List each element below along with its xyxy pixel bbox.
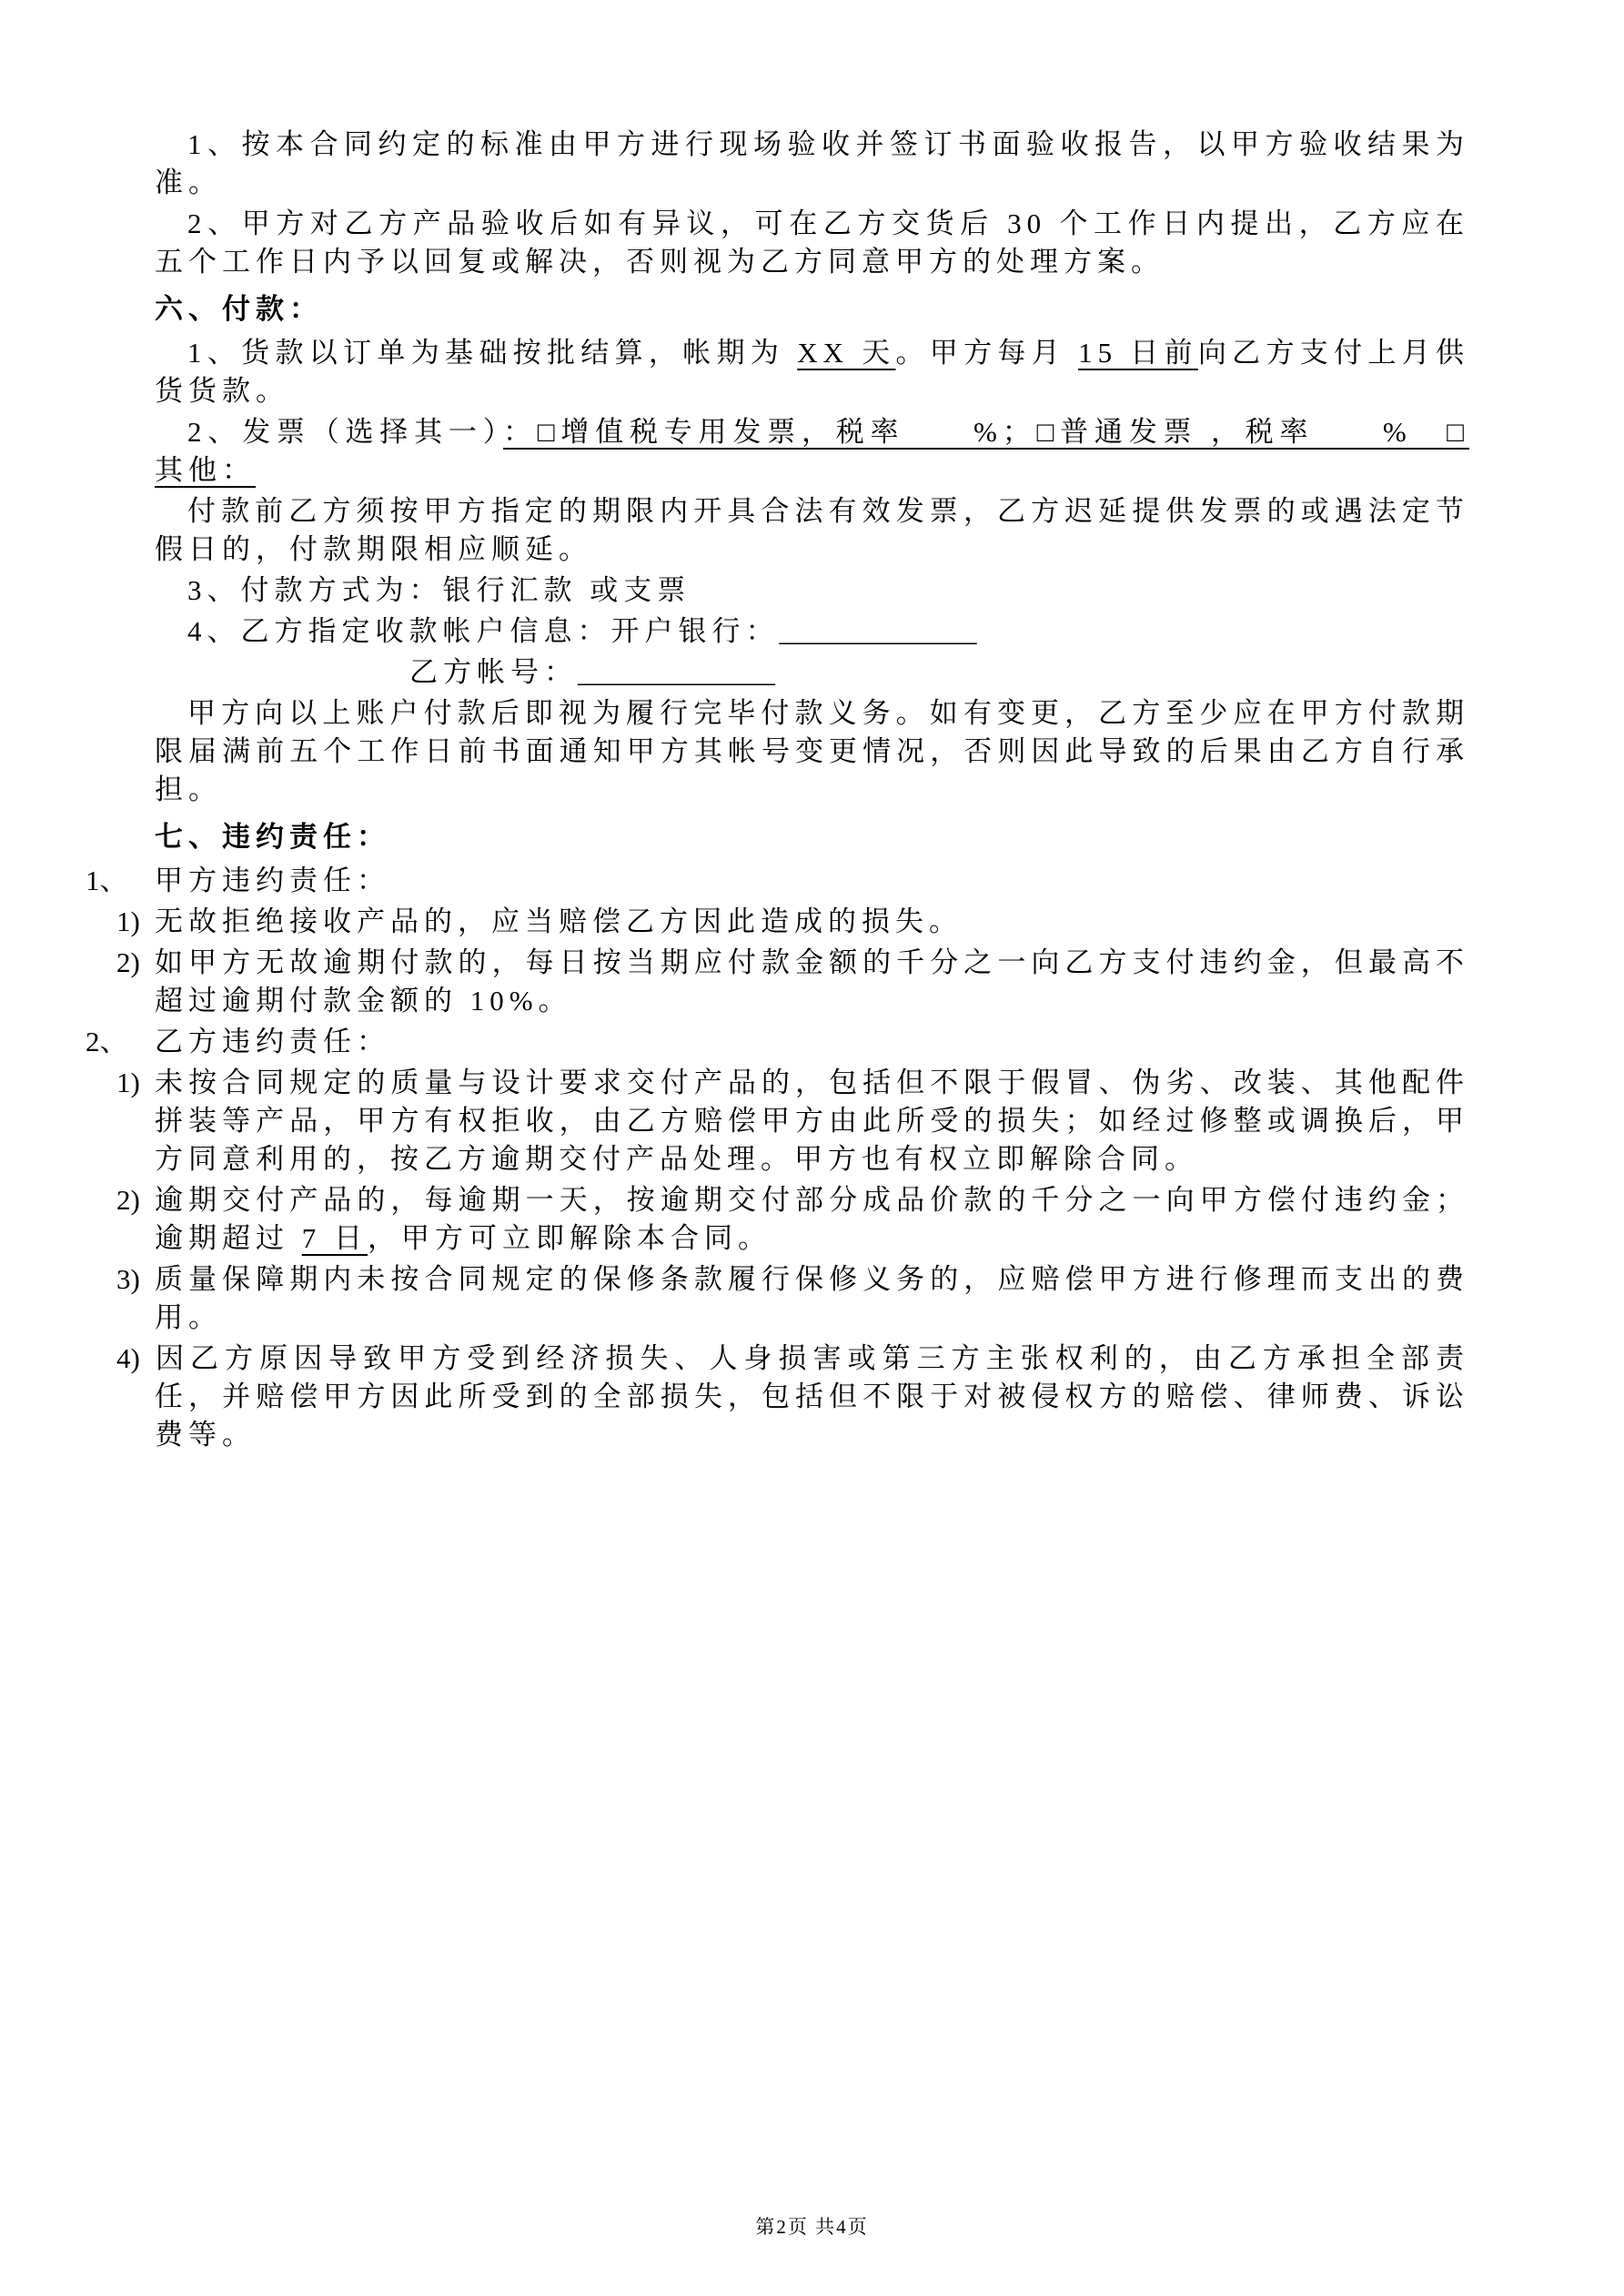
text-segment: 质量保障期内未按合同规定的保修条款履行保修义务的，应赔偿甲方进行修理而支出的费用。 (155, 1263, 1469, 1333)
list-marker: 4) (116, 1342, 140, 1374)
payment-invoice-note-paragraph: 付款前乙方须按甲方指定的期限内开具合法有效发票，乙方迟延提供发票的或遇法定节假日的，付款期限相应顺延。 (155, 495, 1469, 565)
account-number-blank: ______________ (578, 656, 775, 688)
underline-overdue-days: 7 日 (301, 1222, 368, 1254)
text-segment: 未按合同规定的质量与设计要求交付产品的，包括但不限于假冒、伪劣、改装、其他配件拼装等产品，甲方有权拒收，由乙方赔偿甲方由此所受的损失；如经过修整或调换后，甲方同意利用的，按乙方逾期交付产品处理。甲方也有权立即解除合同。 (155, 1067, 1469, 1175)
breach-party-b-title (86, 1023, 1469, 1061)
page-footer: 第2页 共4页 (755, 2216, 869, 2238)
bank-name-label: 4、乙方指定收款帐户信息：开户银行： (187, 615, 780, 647)
invoice-option-other: 其他： (155, 454, 256, 486)
breach-party-b-item-3 (116, 1260, 1469, 1337)
breach-party-b-title-text: 乙方违约责任： (155, 1026, 390, 1057)
text-segment: ： (503, 416, 538, 448)
breach-party-a-title-text: 甲方违约责任： (155, 865, 390, 896)
breach-party-b-item-1 (116, 1064, 1469, 1178)
list-marker: 1、 (86, 865, 128, 896)
payment-account-number-paragraph (409, 653, 1469, 692)
paragraph-acceptance-1: 1、按本合同约定的标准由甲方进行现场验收并签订书面验收报告，以甲方验收结果为准。 (155, 128, 1469, 198)
text-segment: 无故拒绝接收产品的，应当赔偿乙方因此造成的损失。 (155, 905, 963, 937)
payment-settlement-paragraph (155, 334, 1469, 410)
checkbox-other-invoice-icon: □ (1447, 416, 1469, 448)
payment-obligation-paragraph: 甲方向以上账户付款后即视为履行完毕付款义务。如有变更，乙方至少应在甲方付款期限届满前五个工作日前书面通知甲方其帐号变更情况，否则因此导致的后果由乙方自行承担。 (155, 697, 1469, 805)
underline-account-period: XX 天 (797, 337, 896, 369)
breach-party-b-item-4 (116, 1340, 1469, 1454)
invoice-option-vat: 增值税专用发票，税率 %； (560, 416, 1036, 448)
payment-invoice-paragraph (155, 413, 1469, 490)
text-segment: 向乙方支付上月供货货款。 (155, 337, 1470, 407)
text-segment: ，甲方可立即解除本合同。 (368, 1222, 772, 1254)
breach-party-a-item-2 (116, 944, 1469, 1020)
list-marker: 3) (116, 1263, 140, 1295)
underline-payment-day: 15 日前 (1078, 337, 1198, 369)
bank-name-blank: ______________ (779, 615, 977, 647)
breach-party-b-item-2 (116, 1181, 1469, 1258)
text-segment: 因乙方原因导致甲方受到经济损失、人身损害或第三方主张权利的，由乙方承担全部责任，并赔偿甲方因此所受到的全部损失，包括但不限于对被侵权方的赔偿、律师费、诉讼费等。 (155, 1342, 1469, 1451)
list-marker: 2、 (86, 1026, 128, 1057)
breach-party-a-title (86, 862, 1469, 900)
text-segment: 1、货款以订单为基础按批结算，帐期为 (187, 337, 798, 369)
invoice-label: 2、发票（选择其一） (187, 416, 503, 448)
list-marker: 2) (116, 1184, 140, 1216)
list-marker: 1) (116, 905, 140, 937)
text-segment: 。甲方每月 (895, 337, 1079, 369)
section-breach-heading: 七、违约责任： (155, 821, 390, 853)
payment-method-paragraph: 3、付款方式为：银行汇款 或支票 (187, 574, 691, 606)
section-payment-heading: 六、付款： (155, 293, 323, 325)
checkbox-ordinary-invoice-icon: □ (1035, 416, 1061, 448)
paragraph-acceptance-2: 2、甲方对乙方产品验收后如有异议，可在乙方交货后 30 个工作日内提出，乙方应在五个工作日内予以回复或解决，否则视为乙方同意甲方的处理方案。 (155, 207, 1469, 278)
text-segment: 逾期交付产品的，每逾期一天，按逾期交付部分成品价款的千分之一向甲方偿付违约金；逾期超过 (155, 1184, 1469, 1254)
payment-account-paragraph (155, 612, 1469, 651)
account-number-label: 乙方帐号： (409, 656, 578, 688)
text-segment: 如甲方无故逾期付款的，每日按当期应付款金额的千分之一向乙方支付违约金，但最高不超过逾期付款金额的 10%。 (155, 946, 1469, 1017)
list-marker: 1) (116, 1067, 140, 1098)
list-marker: 2) (116, 946, 140, 978)
breach-party-a-item-1 (116, 903, 1469, 941)
invoice-option-ordinary: 普通发票 ，税率 % (1060, 416, 1447, 448)
contract-body (86, 126, 1470, 1457)
checkbox-vat-invoice-icon: □ (537, 416, 561, 448)
